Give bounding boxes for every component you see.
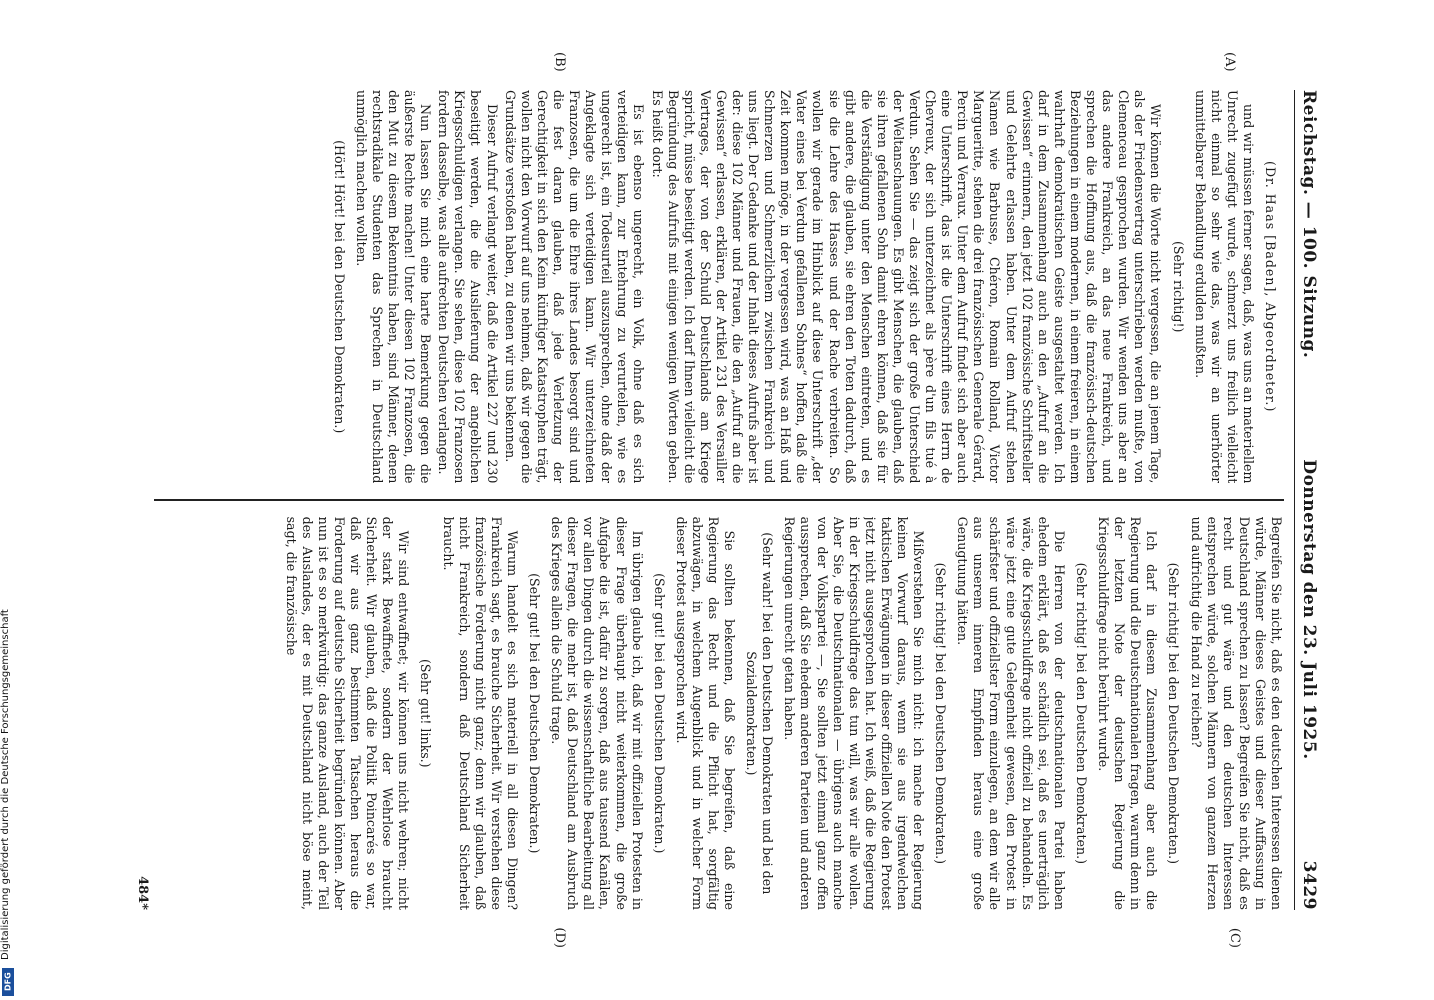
left-column [154, 90, 1284, 483]
margin-mark-d: (D) [552, 927, 567, 948]
header-date: Donnerstag den 23. Juli 1925. [1299, 459, 1319, 760]
paragraph: Dieser Aufruf verlangt weiter, daß die Artikel 227 und 230 beseitigt werden, die die Auslieferung der angeblichen Kriegsschuldigen verlangen. Sie sehen, diese 102 Franzosen fordern dasselbe, was alle aufrechten Deutschen verlangen. [436, 90, 500, 484]
footer-mark: 484* [135, 876, 150, 910]
paragraph: Ich darf in diesem Zusammenhang aber auch die Regierung und die Deutschnationalen fragen, warum denn in der letzten Note der deutschen Regierung die Kriegsschuldfrage nicht berührt wurde. [1096, 516, 1160, 910]
column-divider [154, 499, 1284, 500]
margin-mark-a: (A) [1222, 52, 1237, 72]
newspaper-page [97, 50, 1337, 950]
text-columns [154, 90, 1284, 910]
dfg-logo: DFG [2, 968, 14, 996]
margin-mark-c: (C) [1227, 927, 1242, 948]
interjection: (Hört! Hört! bei den Deutschen Demokraten.) [331, 140, 347, 434]
page-number: 3429 [1299, 860, 1319, 910]
speaker-line: (Dr. Haas [Baden], Abgeordneter.) [1263, 161, 1278, 413]
paragraph: Wir können die Worte nicht vergessen, die an jenem Tage, als der Friedensvertrag unterschrieben werden mußte, von Clemenceau gesprochen wurden. Wir wenden uns aber an das andere Frankreich, an das neue Frankreich, und sprechen die Hoffnung aus, daß die französisch-deutschen Beziehungen in einem modernen, in einem freieren, in einem wahrhaft demokratischen Geiste ausgestaltet werden. Ich darf in dem Zusammenhang auch an den „Aufruf an die Gewissen“ erinnern, den jetzt 102 französische Schriftsteller und Gelehrte erlassen haben. Unter dem Aufruf stehen Namen wie Barbusse, Chéron, Romain Rolland, Victor Margueritte, stehen die drei französischen Generale Gérard, Percin und Verraux. Unter dem Aufruf findet sich aber auch eine Unterschrift, das ist die Unterschrift eines Herrn de Chevreux, der sich unterzeichnet als père d'un fils tué à Verdun. Sehen Sie — das zeigt sich der große Unterschied der Weltanschauungen. Es gibt Menschen, die glauben, daß sie ihren gefallenen Sohn damit ehren können, daß sie für die Verständigung unter den Menschen eintreten, und es gibt andere, die glauben, sie ehren den Toten dadurch, daß sie die Lehre des Hasses und der Rache verbreiten. So wollen wir gerade im Hinblick auf diese Unterschrift „der Vater eines bei Verdun gefallenen Sohnes“ hoffen, daß die Zeit kommen möge, in der vergessen wird, was an Haß und Schmerzen und Schmerzlichem zwischen Frankreich und uns liegt. Der Gedanke und der Inhalt dieses Aufrufs aber ist der: diese 102 Männer und Frauen, die den „Aufruf an die Gewissen“ erlassen, erklären, der Artikel 231 des Versailler Vertrages, der von der Schuld Deutschlands am Kriege spricht, müsse beseitigt werden. Ich darf Ihnen vielleicht die Begründung des Aufrufs mit einigen wenigen Worten geben. Es heißt dort: [649, 90, 1164, 484]
interjection: (Sehr richtig! bei den Deutschen Demokraten.) [1073, 562, 1089, 864]
paragraph: Sie sollten bekennen, daß Sie begreifen, daß eine Regierung das Recht und die Pflicht hat, sorgfältig abzuwägen, in welchem Augenblick und in welcher Form dieser Protest ausgesprochen wird. [673, 516, 738, 910]
credit-strip [0, 0, 16, 1000]
paragraph: und wir müssen ferner sagen, daß, was uns an materiellem Unrecht zugefügt wurde, schmerzt uns freilich vielleicht nicht einmal so sehr wie das, was wir an unerhörter unmittelbarer Behandlung erdulden mußten. [1192, 90, 1256, 484]
paragraph: Im übrigen glaube ich, daß wir mit offiziellen Protesten in dieser Frage überhaupt nicht weiterkommen, die große Aufgabe die ist, dafür zu sorgen, daß aus tausend Kanälen, vor allen Dingen durch die wissenschaftliche Bearbeitung all dieser Fragen, die mehr ist, daß Deutschland am Ausbruch des Krieges allein die Schuld trage. [549, 516, 645, 910]
paragraph: Warum handelt es sich materiell in all diesen Dingen? Frankreich sagt, es brauche Sicherheit. Wir verstehen diese französische Forderung nicht ganz; denn wir glauben, daß nicht Frankreich, sondern daß Deutschland Sicherheit braucht. [440, 516, 520, 910]
margin-mark-b: (B) [552, 52, 567, 72]
interjection: (Sehr wahr! bei den Deutschen Demokraten und bei den Sozialdemokraten.) [744, 532, 776, 895]
credit-text: Digitalisierung gefördert durch die Deutsche Forschungsgemeinschaft [0, 609, 11, 960]
paragraph: Mißverstehen Sie mich nicht: ich mache der Regierung keinen Vorwurf daraus, wenn sie aus irgendwelchen taktischen Erwägungen in dieser offiziellen Note den Protest jetzt nicht ausgesprochen hat. Ich weiß, daß die Regierung in der Kriegsschuldfrage das tun will, was wir alle wollen. Aber Sie, die Deutschnationalen — übrigens auch manche von der Volkspartei —, Sie sollten jetzt einmal ganz offen aussprechen, daß Sie ehedem anderen Parteien und anderen Regierungen unrecht getan haben. [782, 516, 927, 910]
quoted-paragraph: Es ist ebenso ungerecht, ein Volk, ohne daß es sich verteidigen kann, zur Entehrung zu verurteilen, wie es ungerecht ist, ein Todesurteil auszusprechen, ohne daß der Angeklagte sich verteidigen kann. Wir unterzeichneten Franzosen, die um die Ehre ihres Landes besorgt sind und die fest daran glauben, daß jede Verletzung der Gerechtigkeit in sich den Keim künftiger Katastrophen trägt, wollen nicht den Vorwurf auf uns nehmen, daß wir gegen die Grundsätze verstoßen haben, zu denen wir uns bekennen. [502, 90, 647, 484]
header-session: Reichstag. — 100. Sitzung. [1299, 90, 1319, 359]
page-header [1294, 90, 1319, 910]
interjection: (Sehr gut! links.) [418, 658, 434, 768]
interjection: (Sehr gut! bei den Deutschen Demokraten.) [651, 573, 667, 854]
paragraph: Die Herren von der deutschnationalen Partei haben ehedem erklärt, daß es schädlich sei, daß es unerträglich wäre, die Kriegsschuldfrage nicht offiziell zu behandeln. Es wäre jetzt eine gute Gelegenheit gewesen, den Protest in schärfster und offiziellster Form einzulegen, an dem wir alle aus unserem inneren Empfinden heraus eine große Genugtuung hätten. [955, 516, 1067, 910]
interjection: (Sehr richtig! bei den Deutschen Demokraten.) [1166, 562, 1182, 864]
interjection: (Sehr richtig!) [1170, 240, 1186, 333]
paragraph: Wir sind entwaffnet; wir können uns nicht wehren; nicht der stark Bewaffnete, sondern der Wehrlose braucht Sicherheit. Wir glauben, daß die Politik Poincarés so war, daß wir aus ganz bestimmten Tatsachen heraus die Forderung auf deutsche Sicherheit begründen können. Aber nun ist es so merkwürdig: das ganze Ausland, auch der Teil des Auslandes, der es mit Deutschland nicht böse meint, sagt, die französische [283, 516, 412, 910]
paragraph: Begreifen Sie nicht, daß es den deutschen Interessen dienen würde, Männer dieses Geistes und dieser Auffassung in Deutschland sprechen zu lassen? Begreifen Sie nicht, daß es recht und gut wäre und den deutschen Interessen entsprechen würde, solchen Männern von ganzem Herzen und aufrichtig die Hand zu reichen? [1188, 516, 1284, 910]
right-column [154, 517, 1284, 910]
paragraph: Nun lassen Sie mich eine harte Bemerkung gegen die äußerste Rechte machen! Unter diesen 102 Franzosen, die den Mut zu diesem Bekenntnis haben, sind Männer, denen rechtsradikale Studenten das Sprechen in Deutschland unmöglich machen wollten. [353, 90, 434, 484]
interjection: (Sehr gut! bei den Deutschen Demokraten.) [527, 573, 543, 854]
interjection: (Sehr richtig! bei den Deutschen Demokraten.) [933, 562, 949, 864]
